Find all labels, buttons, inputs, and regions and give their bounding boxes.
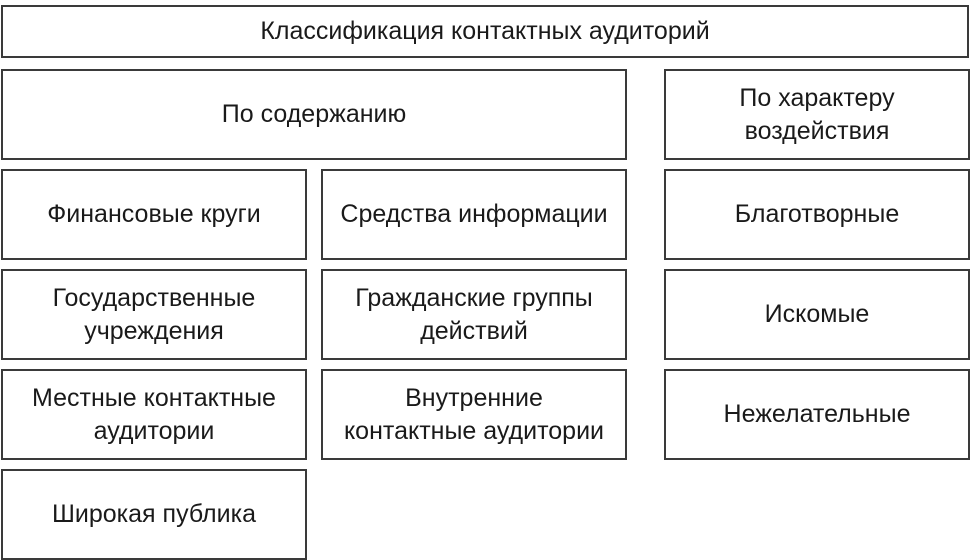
category-box-general-public: [1, 469, 307, 560]
category-label: Благотворные: [734, 200, 900, 228]
category-label: Государственные учреждения: [52, 283, 256, 345]
category-label: Нежелательные: [723, 400, 911, 428]
category-box-civic-action-groups: [321, 269, 627, 360]
diagram-title: Классификация контактных аудиторий: [260, 17, 710, 45]
by-impact-header: По характеру воздействия: [739, 83, 895, 145]
category-box-government-agencies: [1, 269, 307, 360]
category-label: Финансовые круги: [47, 200, 261, 228]
category-label: Широкая публика: [51, 500, 257, 528]
category-label: Внутренние контактные аудитории: [343, 383, 605, 445]
category-label: Местные контактные аудитории: [32, 383, 276, 445]
category-label: Средства информации: [340, 200, 608, 228]
category-box-unwanted: [664, 369, 970, 460]
category-box-internal-publics: [321, 369, 627, 460]
category-label: Гражданские группы действий: [355, 283, 593, 345]
by-content-header-box: [1, 69, 627, 160]
category-box-media: [321, 169, 627, 260]
category-box-favorable: [664, 169, 970, 260]
category-label: Искомые: [764, 300, 870, 328]
category-box-local-publics: [1, 369, 307, 460]
diagram-title-box: [1, 5, 969, 58]
category-box-financial-circles: [1, 169, 307, 260]
by-content-header: По содержанию: [221, 100, 407, 128]
by-impact-header-box: [664, 69, 970, 160]
category-box-sought: [664, 269, 970, 360]
